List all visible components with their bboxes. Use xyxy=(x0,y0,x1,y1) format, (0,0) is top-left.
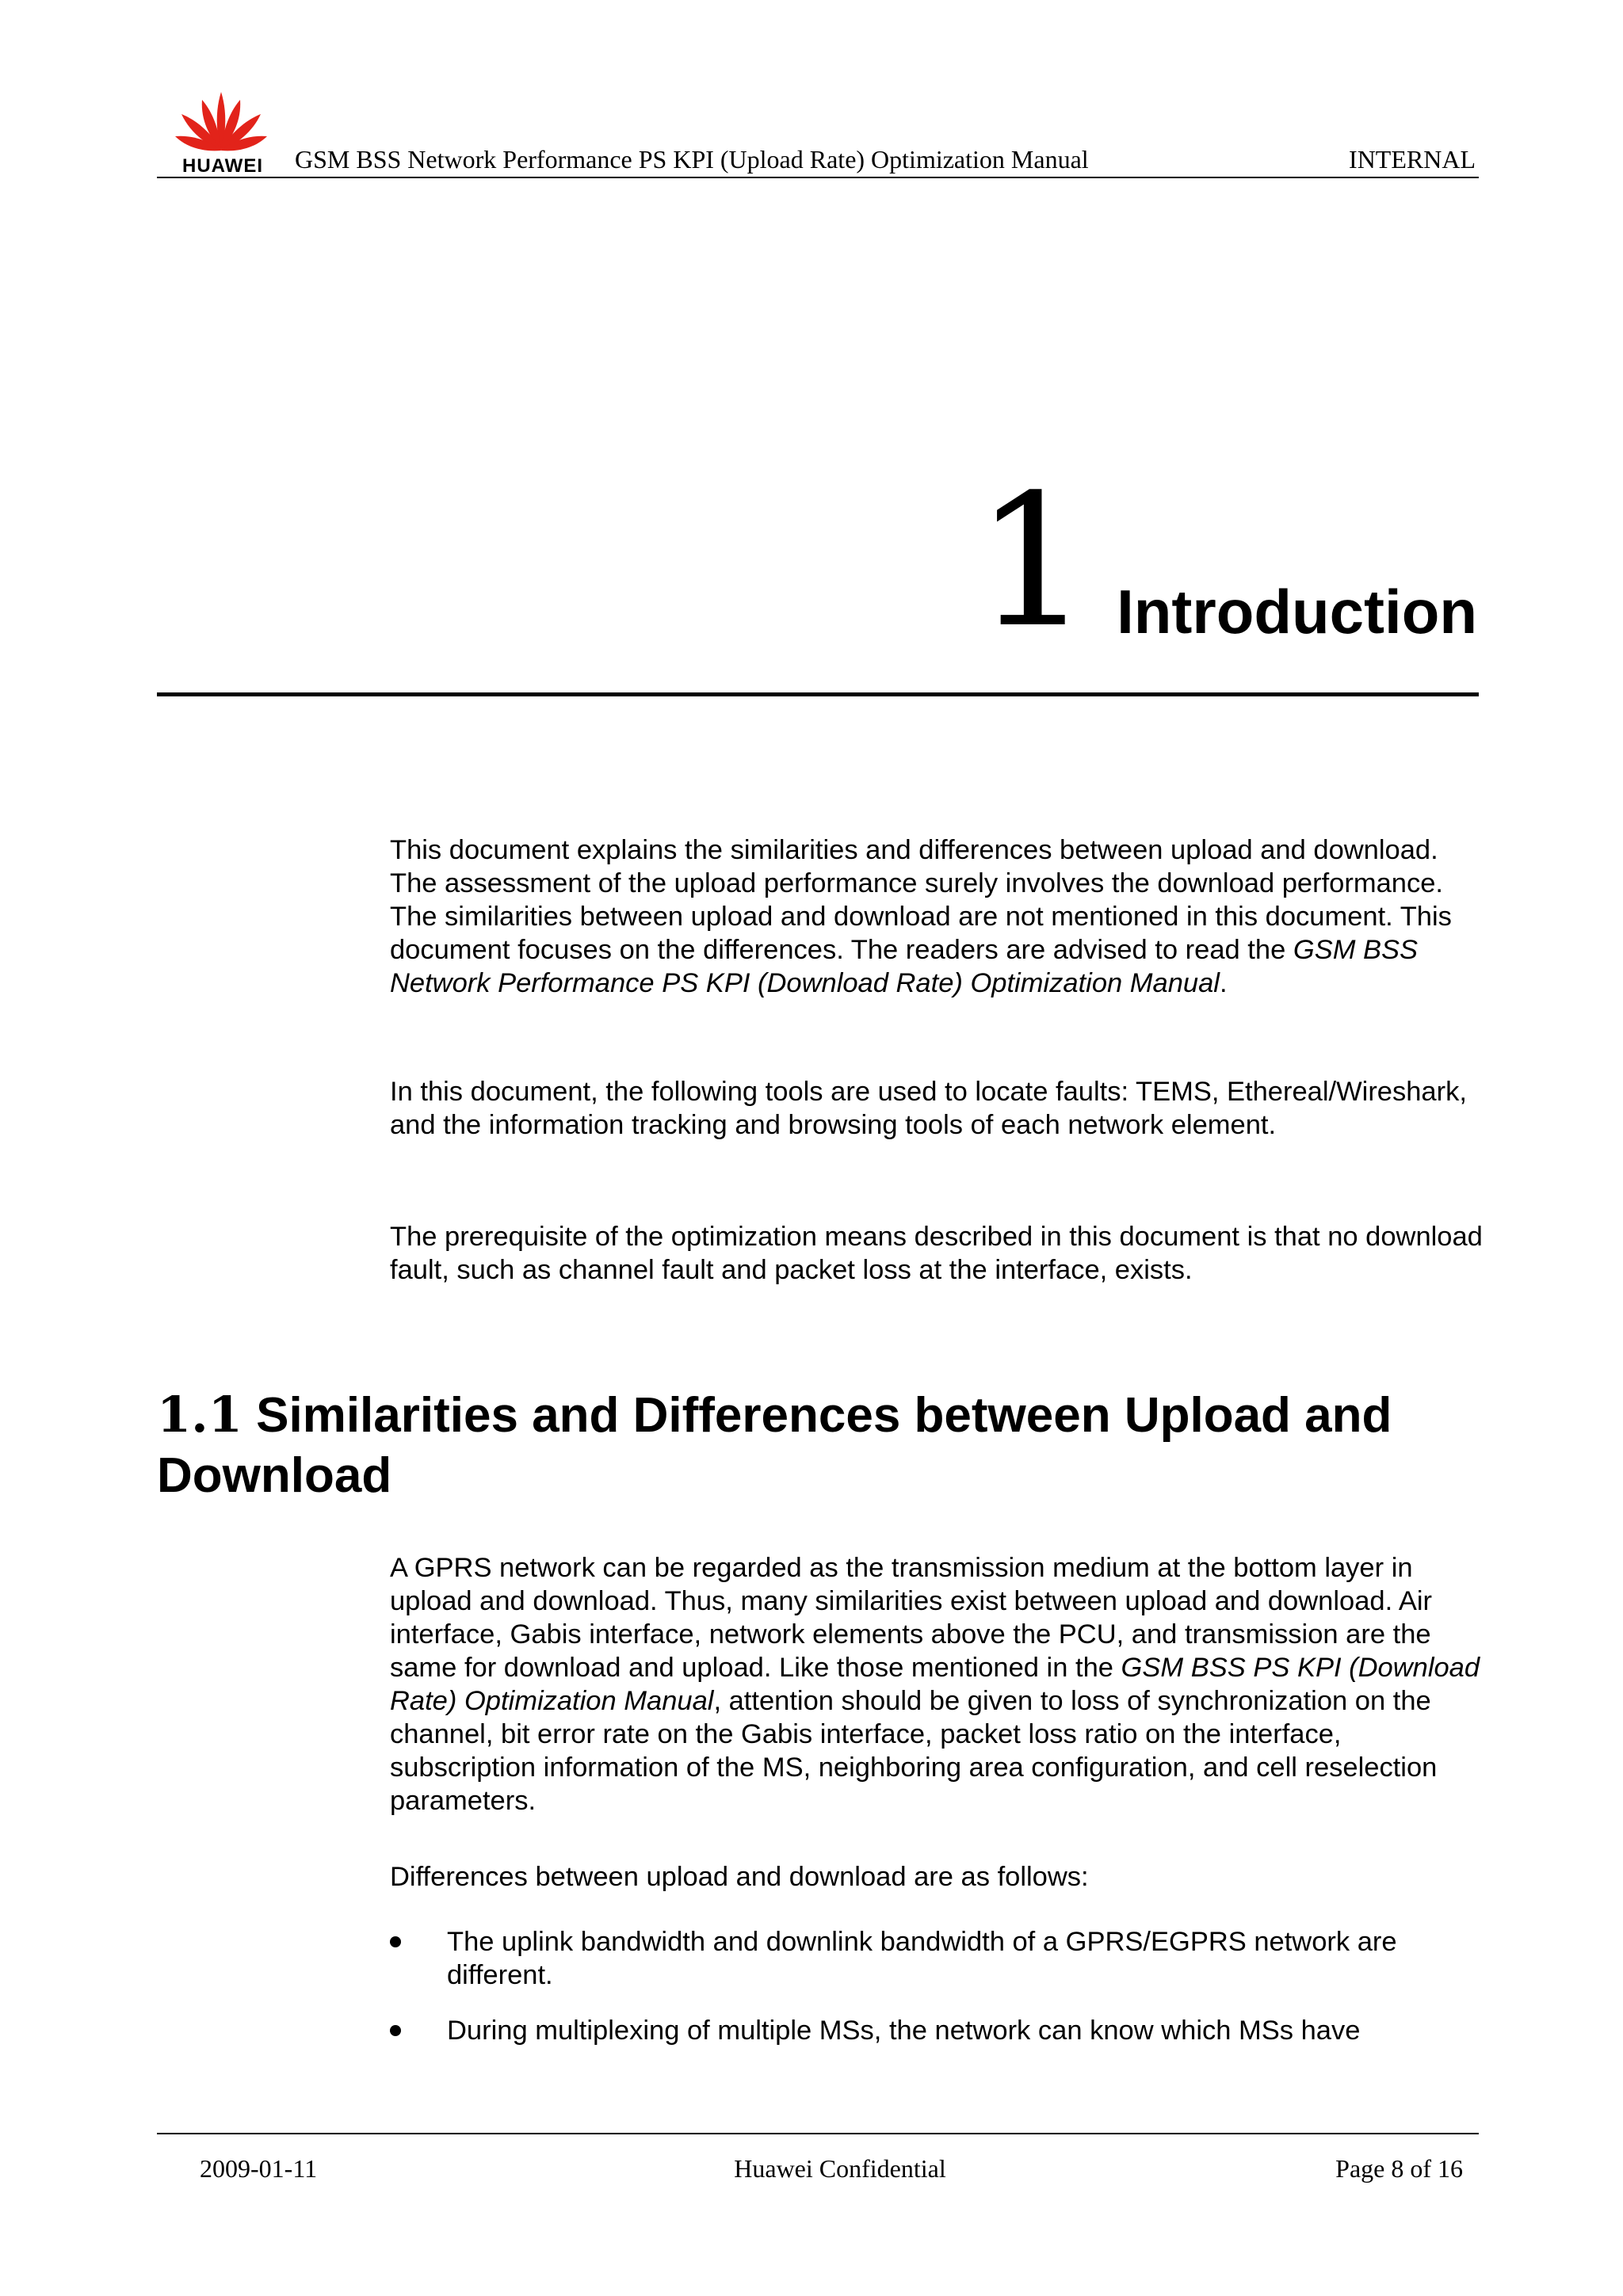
section-heading xyxy=(157,1385,1496,1506)
bullet-icon xyxy=(390,1936,401,1947)
intro-p1-reference: GSM BSS Network Performance PS KPI (Download Rate) Optimization Manual xyxy=(390,935,1419,998)
section-title: Similarities and Differences between Upload and Download xyxy=(157,1388,1392,1503)
intro-p1-text: This document explains the similarities and differences between upload and download. The assessment of the upload performance surely involves the download performance. The similarities between upload and download are not mentioned in this document. This document focuses on the differences. The readers are advised to read the xyxy=(390,835,1452,965)
header-document-title: GSM BSS Network Performance PS KPI (Upload Rate) Optimization Manual xyxy=(295,145,1089,174)
intro-p1-end: . xyxy=(1219,968,1228,998)
section-number: 1.1 xyxy=(157,1386,242,1444)
intro-paragraph-1 xyxy=(390,833,1484,1000)
section-paragraph-1 xyxy=(390,1551,1484,1817)
chapter-divider xyxy=(157,692,1479,696)
footer-date: 2009-01-11 xyxy=(200,2154,318,2183)
footer-divider xyxy=(157,2133,1479,2134)
intro-paragraph-2: In this document, the following tools are used to locate faults: TEMS, Ethereal/Wireshark, and the information tracking and browsing tools of each network element. xyxy=(390,1077,1467,1140)
section-p1-end: , attention should be given to loss of synchronization on the channel, bit error rate on the Gabis interface, packet loss ratio on the interface, subscription information of the MS, neighboring area configuration, and cell reselection parameters. xyxy=(390,1686,1438,1816)
intro-paragraph-3: The prerequisite of the optimization means described in this document is that no download fault, such as channel fault and packet loss at the interface, exists. xyxy=(390,1222,1483,1285)
section-p1-text: A GPRS network can be regarded as the transmission medium at the bottom layer in upload and download. Thus, many similarities exist between upload and download. Air interface, Gabis interface, network elements above the PCU, and transmission are the same for download and upload. Like those mentioned in the xyxy=(390,1553,1433,1683)
footer-page-number: Page 8 of 16 xyxy=(1335,2154,1463,2183)
chapter-title: Introduction xyxy=(1117,577,1477,646)
bullet-icon xyxy=(390,2025,401,2036)
bullet-text: The uplink bandwidth and downlink bandwidth of a GPRS/EGPRS network are different. xyxy=(447,1927,1397,1990)
logo-wordmark: HUAWEI xyxy=(182,155,263,177)
section-p1-reference: GSM BSS PS KPI (Download Rate) Optimization Manual xyxy=(390,1653,1480,1716)
section-paragraph-2: Differences between upload and download are as follows: xyxy=(390,1862,1089,1892)
header-classification: INTERNAL xyxy=(1349,145,1476,174)
chapter-number: 1 xyxy=(975,456,1091,668)
bullet-text: During multiplexing of multiple MSs, the network can know which MSs have xyxy=(447,2016,1361,2046)
header-divider xyxy=(157,177,1479,178)
footer-confidential: Huawei Confidential xyxy=(734,2154,946,2183)
